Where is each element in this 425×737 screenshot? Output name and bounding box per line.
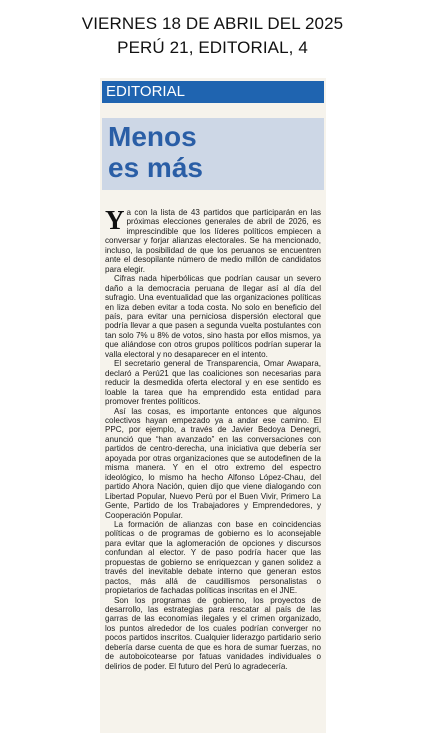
- paragraph-2: Cifras nada hiperbólicas que podrían causar un severo daño a la democracia peruana de llegar así al día del sufragio. Una eventualidad que las organizaciones políticas en liza deben evitar a toda costa. No solo en beneficio del país, para evitar una perniciosa dispersión electoral que podría llevar a que pasen a segunda vuelta postulantes con tan solo 7% u 8% de votos, sino hasta por ellos mismos, ya que aliándose con otros grupos políticos podrían superar la valla electoral y no desaparecer en el intento.: [105, 274, 321, 359]
- article-body: [105, 205, 321, 728]
- source-line: PERÚ 21, EDITORIAL, 4: [117, 38, 308, 57]
- headline-line-2: es más: [108, 152, 203, 183]
- headline-box: [102, 118, 324, 190]
- section-label: EDITORIAL: [106, 83, 185, 100]
- paragraph-1: [105, 205, 321, 274]
- paragraph-4: Así las cosas, es importante entonces que algunos colectivos hayan empezado ya a andar ese camino. El PPC, por ejemplo, a través de Javier Bedoya Denegri, anunció que “han avanzado” en las conversaciones con partidos de centro-derecha, una iniciativa que debería ser apoyada por otras organizaciones que se autodefinen de la misma manera. Y en el otro extremo del espectro ideológico, lo mismo ha hecho Alfonso López-Chau, del partido Ahora Nación, quien dijo que viene dialogando con Libertad Popular, Nuevo Perú por el Buen Vivir, Primero La Gente, Partido de los Trabajadores y Emprendedores, y Cooperación Popular.: [105, 406, 321, 520]
- section-bar: [102, 81, 324, 103]
- date-line: VIERNES 18 DE ABRIL DEL 2025: [81, 14, 344, 33]
- paragraph-1-text: a con la lista de 43 partidos que participarán en las próximas elecciones generales de abril de 2026, es imprescindible que los líderes políticos empiecen a conversar y forjar alianzas electorales. Se ha mencionado, incluso, la posibilidad de que los peruanos se encuentren ante el desopilante número de medio millón de candidatos para elegir.: [105, 208, 321, 274]
- paragraph-5: La formación de alianzas con base en coincidencias políticas o de programas de gobierno es lo aconsejable para evitar que la aglomeración de opciones y discursos confundan al elector. Y de paso podría hacer que las propuestas de gobierno se enriquezcan y ganen solidez a través del inevitable debate interno que generan estos pactos, más allá de caudillismos personalistas o propietarios de fachadas políticas inscritas en el JNE.: [105, 519, 321, 596]
- article-clipping: [100, 78, 326, 733]
- paragraph-3: El secretario general de Transparencia, Omar Awapara, declaró a Perú21 que las coaliciones son necesarias para reducir la desmedida oferta electoral y en ese sentido es loable la tarea que ha emprendido esta entidad para promover frentes políticos.: [105, 359, 321, 407]
- drop-cap: Y: [105, 205, 125, 235]
- headline-line-1: Menos: [108, 121, 197, 152]
- paragraph-6: Son los programas de gobierno, los proyectos de desarrollo, las estrategias para rescatar al país de las garras de las economías ilegales y el crimen organizado, los puntos alrededor de los cuales podrían converger no pocos partidos inscritos. Cualquier liderazgo partidario serio debería darse cuenta de que es hora de sumar fuerzas, no de autoboicotearse por fatuas vanidades individuales o delirios de poder. El futuro del Perú lo agradecería.: [105, 595, 321, 671]
